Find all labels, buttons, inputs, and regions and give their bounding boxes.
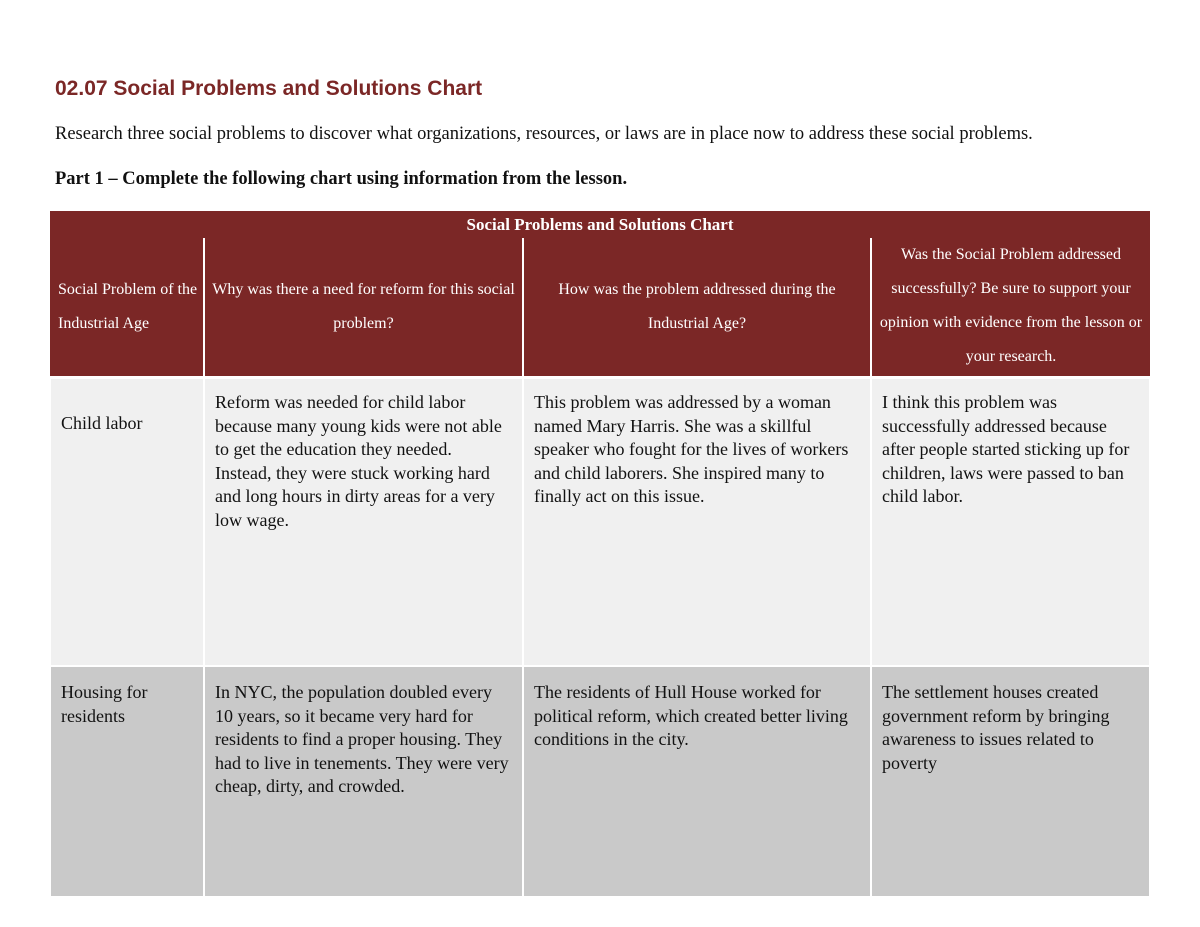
- part-heading: Part 1 – Complete the following chart using information from the lesson.: [55, 169, 628, 189]
- intro-text: Research three social problems to discover what organizations, resources, or laws are in place now to address these social problems.: [55, 124, 1033, 144]
- column-header-success: Was the Social Problem addressed successfully? Be sure to support your opinion with evidence from the lesson or your research.: [871, 238, 1150, 378]
- table-row: [50, 378, 1150, 667]
- solutions-chart-table: [49, 211, 1151, 896]
- document-title: 02.07 Social Problems and Solutions Chart: [55, 77, 483, 100]
- column-header-problem: Social Problem of the Industrial Age: [50, 238, 204, 378]
- cell-addressed: This problem was addressed by a woman named Mary Harris. She was a skillful speaker who fought for the lives of workers and child laborers. She inspired many to finally act on this issue.: [523, 378, 871, 667]
- cell-problem: Child labor: [50, 378, 204, 667]
- table-row: [50, 666, 1150, 896]
- chart-caption: Social Problems and Solutions Chart: [50, 211, 1150, 238]
- cell-need: In NYC, the population doubled every 10 years, so it became very hard for residents to find a proper housing. They had to live in tenements. They were very cheap, dirty, and crowded.: [204, 666, 523, 896]
- column-header-addressed: How was the problem addressed during the Industrial Age?: [523, 238, 871, 378]
- cell-problem: Housing for residents: [50, 666, 204, 896]
- chart-caption-row: [50, 211, 1150, 238]
- column-header-row: [50, 238, 1150, 378]
- column-header-need: Why was there a need for reform for this social problem?: [204, 238, 523, 378]
- cell-success: The settlement houses created government reform by bringing awareness to issues related to poverty: [871, 666, 1150, 896]
- cell-need: Reform was needed for child labor because many young kids were not able to get the education they needed. Instead, they were stuck working hard and long hours in dirty areas for a very low wage.: [204, 378, 523, 667]
- cell-addressed: The residents of Hull House worked for political reform, which created better living conditions in the city.: [523, 666, 871, 896]
- cell-success: I think this problem was successfully addressed because after people started sticking up for children, laws were passed to ban child labor.: [871, 378, 1150, 667]
